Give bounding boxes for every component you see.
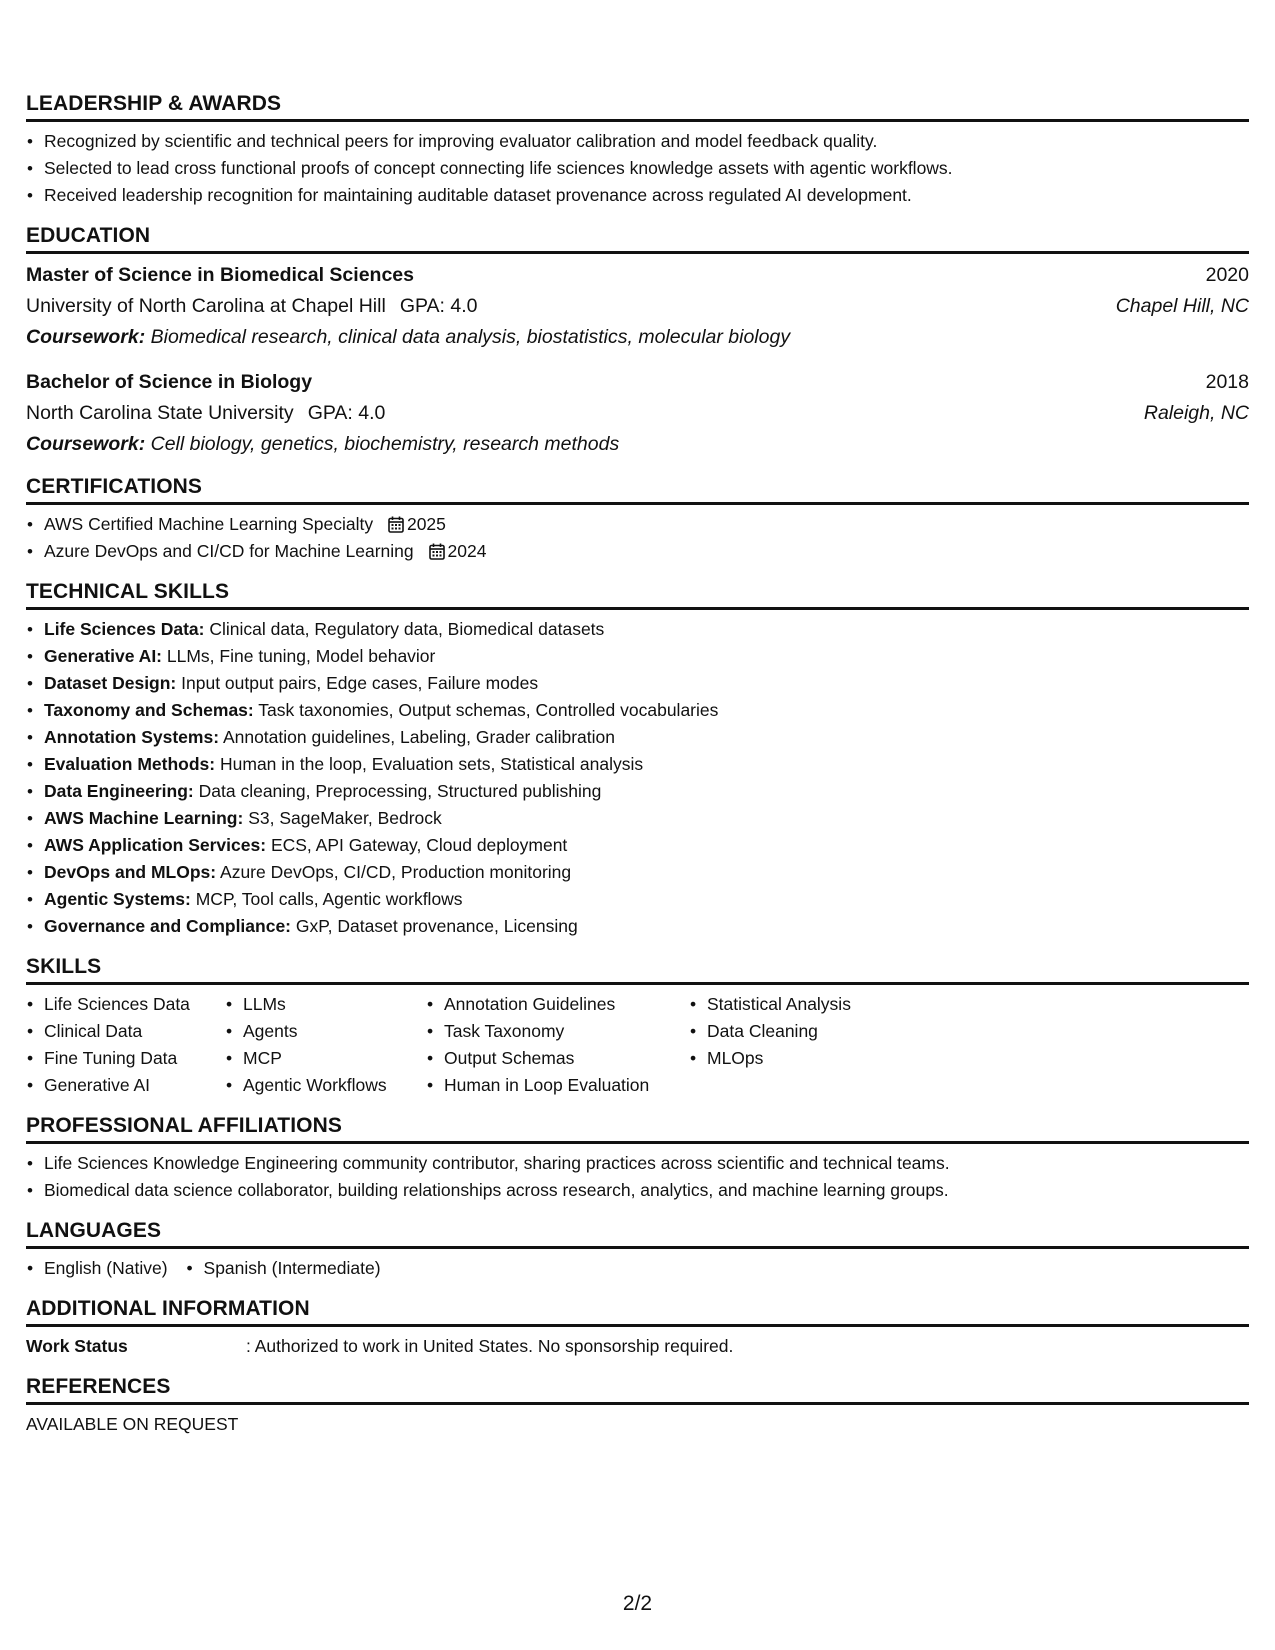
- list-item: [26, 805, 1249, 832]
- section-title-languages: LANGUAGES: [26, 1219, 1249, 1249]
- list-item: [26, 859, 1249, 886]
- skill-values: S3, SageMaker, Bedrock: [248, 808, 442, 828]
- list-item: • Data Cleaning: [689, 1018, 939, 1045]
- list-item: • Spanish (Intermediate): [186, 1255, 381, 1282]
- list-item: [26, 538, 1249, 565]
- list-item: • MCP: [225, 1045, 426, 1072]
- list-item: • Human in Loop Evaluation: [426, 1072, 689, 1099]
- coursework-text: Biomedical research, clinical data analysis, biostatistics, molecular biology: [150, 326, 791, 348]
- resume-page: [26, 92, 1249, 1453]
- coursework-label: Coursework:: [26, 433, 146, 455]
- additional-info-section: [26, 1297, 1249, 1360]
- skill-values: LLMs, Fine tuning, Model behavior: [166, 646, 436, 666]
- skill-category: Annotation Systems:: [44, 727, 220, 747]
- gpa: GPA: 4.0: [399, 295, 478, 317]
- degree-title: Master of Science in Biomedical Sciences: [26, 264, 414, 286]
- list-item: • Annotation Guidelines: [426, 991, 689, 1018]
- list-item: • English (Native): [26, 1255, 168, 1282]
- technical-skills-list: [26, 616, 1249, 940]
- degree-title: Bachelor of Science in Biology: [26, 371, 313, 393]
- list-item: [26, 832, 1249, 859]
- skill-values: Azure DevOps, CI/CD, Production monitoring: [220, 862, 572, 882]
- list-item: • Life Sciences Data: [26, 991, 225, 1018]
- list-item: • Agentic Workflows: [225, 1072, 426, 1099]
- page-number: 2/2: [622, 1592, 653, 1615]
- skill-values: Clinical data, Regulatory data, Biomedical datasets: [209, 619, 605, 639]
- school-location: Chapel Hill, NC: [1115, 295, 1249, 317]
- coursework-text: Cell biology, genetics, biochemistry, research methods: [150, 433, 620, 455]
- section-title-technical-skills: TECHNICAL SKILLS: [26, 580, 1249, 610]
- school-name: North Carolina State University: [26, 402, 294, 424]
- list-item: [26, 886, 1249, 913]
- certification-year: 2024: [447, 541, 487, 561]
- list-item: [26, 751, 1249, 778]
- list-item: • Task Taxonomy: [426, 1018, 689, 1045]
- list-item: [26, 616, 1249, 643]
- certification-name: AWS Certified Machine Learning Specialty: [44, 514, 374, 534]
- list-item: [26, 913, 1249, 940]
- skill-category: Life Sciences Data:: [44, 619, 205, 639]
- section-title-skills: SKILLS: [26, 955, 1249, 985]
- list-item: [26, 643, 1249, 670]
- section-title-additional-info: ADDITIONAL INFORMATION: [26, 1297, 1249, 1327]
- coursework-label: Coursework:: [26, 326, 146, 348]
- section-title-leadership: LEADERSHIP & AWARDS: [26, 92, 1249, 122]
- affiliations-list: [26, 1150, 1249, 1204]
- skill-category: Governance and Compliance:: [44, 916, 292, 936]
- skill-values: ECS, API Gateway, Cloud deployment: [270, 835, 568, 855]
- section-title-education: EDUCATION: [26, 224, 1249, 254]
- gpa: GPA: 4.0: [307, 402, 386, 424]
- calendar-icon: [429, 543, 445, 560]
- certifications-section: [26, 475, 1249, 565]
- school-location: Raleigh, NC: [1143, 402, 1249, 424]
- certification-name: Azure DevOps and CI/CD for Machine Learning: [44, 541, 414, 561]
- education-entry: [26, 260, 1249, 353]
- list-item: [26, 511, 1249, 538]
- skill-values: Annotation guidelines, Labeling, Grader calibration: [222, 727, 616, 747]
- skill-category: Data Engineering:: [44, 781, 194, 801]
- skill-category: Agentic Systems:: [44, 889, 191, 909]
- work-status-label: Work Status: [26, 1336, 128, 1356]
- section-title-affiliations: PROFESSIONAL AFFILIATIONS: [26, 1114, 1249, 1144]
- work-status-value: : Authorized to work in United States. No sponsorship required.: [246, 1336, 734, 1356]
- list-item: [26, 778, 1249, 805]
- certifications-list: [26, 511, 1249, 565]
- calendar-icon: [388, 516, 404, 533]
- graduation-year: 2020: [1205, 264, 1249, 286]
- list-item: [26, 697, 1249, 724]
- list-item: • Received leadership recognition for maintaining auditable dataset provenance across regulated AI development.: [26, 182, 1249, 209]
- list-item: • Agents: [225, 1018, 426, 1045]
- skill-values: MCP, Tool calls, Agentic workflows: [195, 889, 463, 909]
- skill-values: Input output pairs, Edge cases, Failure modes: [181, 673, 539, 693]
- list-item: • Recognized by scientific and technical peers for improving evaluator calibration and model feedback quality.: [26, 128, 1249, 155]
- skills-column: [689, 991, 939, 1099]
- languages-section: [26, 1219, 1249, 1282]
- list-item: • Biomedical data science collaborator, building relationships across research, analytics, and machine learning groups.: [26, 1177, 1249, 1204]
- leadership-section: [26, 92, 1249, 209]
- skill-category: Taxonomy and Schemas:: [44, 700, 254, 720]
- skill-values: Data cleaning, Preprocessing, Structured publishing: [198, 781, 602, 801]
- list-item: • Selected to lead cross functional proofs of concept connecting life sciences knowledge assets with agentic workflows.: [26, 155, 1249, 182]
- skill-values: GxP, Dataset provenance, Licensing: [295, 916, 578, 936]
- graduation-year: 2018: [1205, 371, 1249, 393]
- list-item: • Life Sciences Knowledge Engineering community contributor, sharing practices across scientific and technical teams.: [26, 1150, 1249, 1177]
- skill-values: Human in the loop, Evaluation sets, Statistical analysis: [220, 754, 644, 774]
- skills-section: [26, 955, 1249, 1099]
- list-item: [26, 724, 1249, 751]
- school-name: University of North Carolina at Chapel Hill: [26, 295, 386, 317]
- skill-category: Generative AI:: [44, 646, 163, 666]
- list-item: • Statistical Analysis: [689, 991, 939, 1018]
- skill-category: AWS Application Services:: [44, 835, 267, 855]
- references-section: [26, 1375, 1249, 1438]
- list-item: • Fine Tuning Data: [26, 1045, 225, 1072]
- section-title-references: REFERENCES: [26, 1375, 1249, 1405]
- skills-column: [426, 991, 689, 1099]
- list-item: • Generative AI: [26, 1072, 225, 1099]
- affiliations-section: [26, 1114, 1249, 1204]
- section-title-certifications: CERTIFICATIONS: [26, 475, 1249, 505]
- references-text: AVAILABLE ON REQUEST: [26, 1414, 239, 1434]
- skills-grid: [26, 991, 1249, 1099]
- list-item: • Output Schemas: [426, 1045, 689, 1072]
- skills-column: [225, 991, 426, 1099]
- skill-values: Task taxonomies, Output schemas, Controlled vocabularies: [258, 700, 719, 720]
- technical-skills-section: [26, 580, 1249, 940]
- certification-year: 2025: [406, 514, 446, 534]
- languages-list: [26, 1255, 1249, 1282]
- skill-category: Dataset Design:: [44, 673, 177, 693]
- list-item: [26, 670, 1249, 697]
- work-status-row: [26, 1333, 1249, 1360]
- skill-category: Evaluation Methods:: [44, 754, 216, 774]
- skills-column: [26, 991, 225, 1099]
- skill-category: AWS Machine Learning:: [44, 808, 244, 828]
- list-item: • LLMs: [225, 991, 426, 1018]
- education-entry: [26, 367, 1249, 460]
- skill-category: DevOps and MLOps:: [44, 862, 217, 882]
- list-item: • MLOps: [689, 1045, 939, 1072]
- leadership-list: [26, 128, 1249, 209]
- education-section: [26, 224, 1249, 460]
- list-item: • Clinical Data: [26, 1018, 225, 1045]
